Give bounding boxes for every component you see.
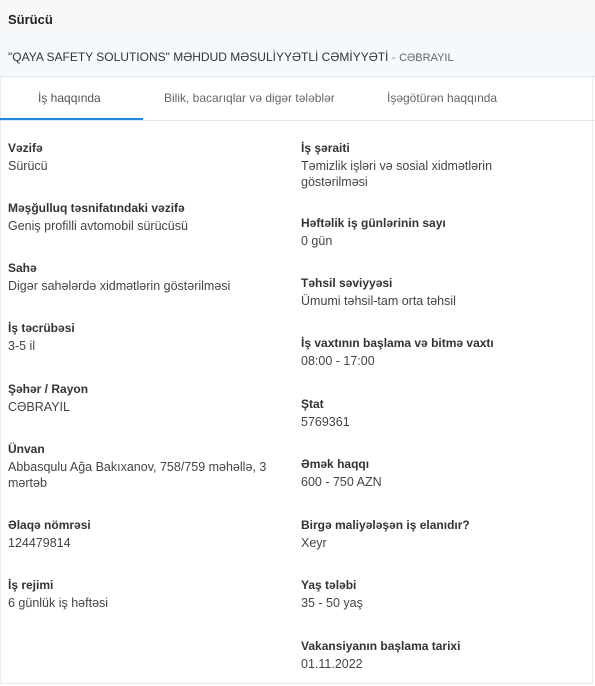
field-work-conditions	[301, 140, 551, 190]
field-label: Həftəlik iş günlərinin sayı	[301, 216, 446, 230]
field-vacancy-start-date	[301, 638, 581, 672]
field-value: 600 - 750 AZN	[301, 475, 382, 489]
field-label: Birgə maliyələşən iş elanıdır?	[301, 518, 470, 532]
field-education-level	[301, 275, 581, 309]
tab-bar	[0, 76, 595, 121]
field-label: İş təcrübəsi	[8, 321, 75, 335]
company-city: CƏBRAYIL	[399, 52, 454, 64]
active-tab-indicator	[0, 118, 143, 120]
page-title: Sürücü	[8, 12, 53, 27]
field-label: Əmək haqqı	[301, 457, 370, 471]
field-label: Vəzifə	[8, 141, 43, 155]
company-separator: -	[391, 50, 396, 64]
field-co-financed	[301, 517, 581, 551]
field-value: CƏBRAYIL	[8, 400, 70, 414]
field-value: 6 günlük iş həftəsi	[8, 596, 109, 610]
field-label: İş vaxtının başlama və bitmə vaxtı	[301, 336, 494, 350]
field-experience	[8, 320, 288, 354]
field-working-hours	[301, 335, 581, 369]
field-label: İş şəraiti	[301, 141, 350, 155]
field-age-requirement	[301, 577, 581, 611]
field-label: Təhsil səviyyəsi	[301, 276, 393, 290]
field-weekly-workdays	[301, 215, 581, 249]
field-value: 5769361	[301, 415, 350, 429]
field-value: 124479814	[8, 536, 71, 550]
field-value: Geniş profilli avtomobil sürücüsü	[8, 219, 188, 233]
field-value: 0 gün	[301, 234, 333, 248]
field-value: Abbasqulu Ağa Bakıxanov, 758/759 məhəllə, 3 mərtəb	[8, 460, 267, 490]
field-staff-unit	[301, 396, 581, 430]
field-value: 08:00 - 17:00	[301, 354, 375, 368]
field-value: 35 - 50 yaş	[301, 596, 363, 610]
tab-skills-requirements[interactable]: Bilik, bacarıqlar və digər tələblər	[164, 91, 335, 105]
field-label: Məşğulluq təsnifatındaki vəzifə	[8, 201, 185, 215]
field-city	[8, 381, 288, 415]
company-name: "QAYA SAFETY SOLUTIONS" MƏHDUD MƏSULİYYƏTLİ CƏMİYYƏTİ	[8, 50, 389, 64]
field-label: Yaş tələbi	[301, 578, 357, 592]
field-label: Vakansiyanın başlama tarixi	[301, 639, 461, 653]
field-label: Ştat	[301, 397, 324, 411]
field-value: 01.11.2022	[301, 657, 363, 671]
field-value: Ümumi təhsil-tam orta təhsil	[301, 294, 456, 308]
field-work-mode	[8, 577, 288, 611]
field-label: Sahə	[8, 261, 37, 275]
company-bar	[0, 38, 595, 77]
company-line	[8, 50, 454, 64]
field-value: Digər sahələrdə xidmətlərin göstərilməsi	[8, 279, 231, 293]
title-bar	[0, 0, 595, 38]
field-contact-number	[8, 517, 288, 551]
field-address	[8, 441, 283, 491]
tab-about-employer[interactable]: İşəgötürən haqqında	[387, 91, 498, 105]
field-value: Xeyr	[301, 536, 327, 550]
field-label: İş rejimi	[8, 578, 54, 592]
field-value: Təmizlik işləri və sosial xidmətlərin göstərilməsi	[301, 159, 493, 189]
field-sector	[8, 260, 288, 294]
field-value: Sürücü	[8, 159, 48, 173]
field-salary	[301, 456, 581, 490]
field-position	[8, 140, 288, 174]
field-label: Şəhər / Rayon	[8, 382, 89, 396]
tab-about-job[interactable]: İş haqqında	[38, 91, 101, 105]
field-classification-position	[8, 200, 288, 234]
field-value: 3-5 il	[8, 339, 36, 353]
field-label: Əlaqə nömrəsi	[8, 518, 91, 532]
field-label: Ünvan	[8, 442, 45, 456]
